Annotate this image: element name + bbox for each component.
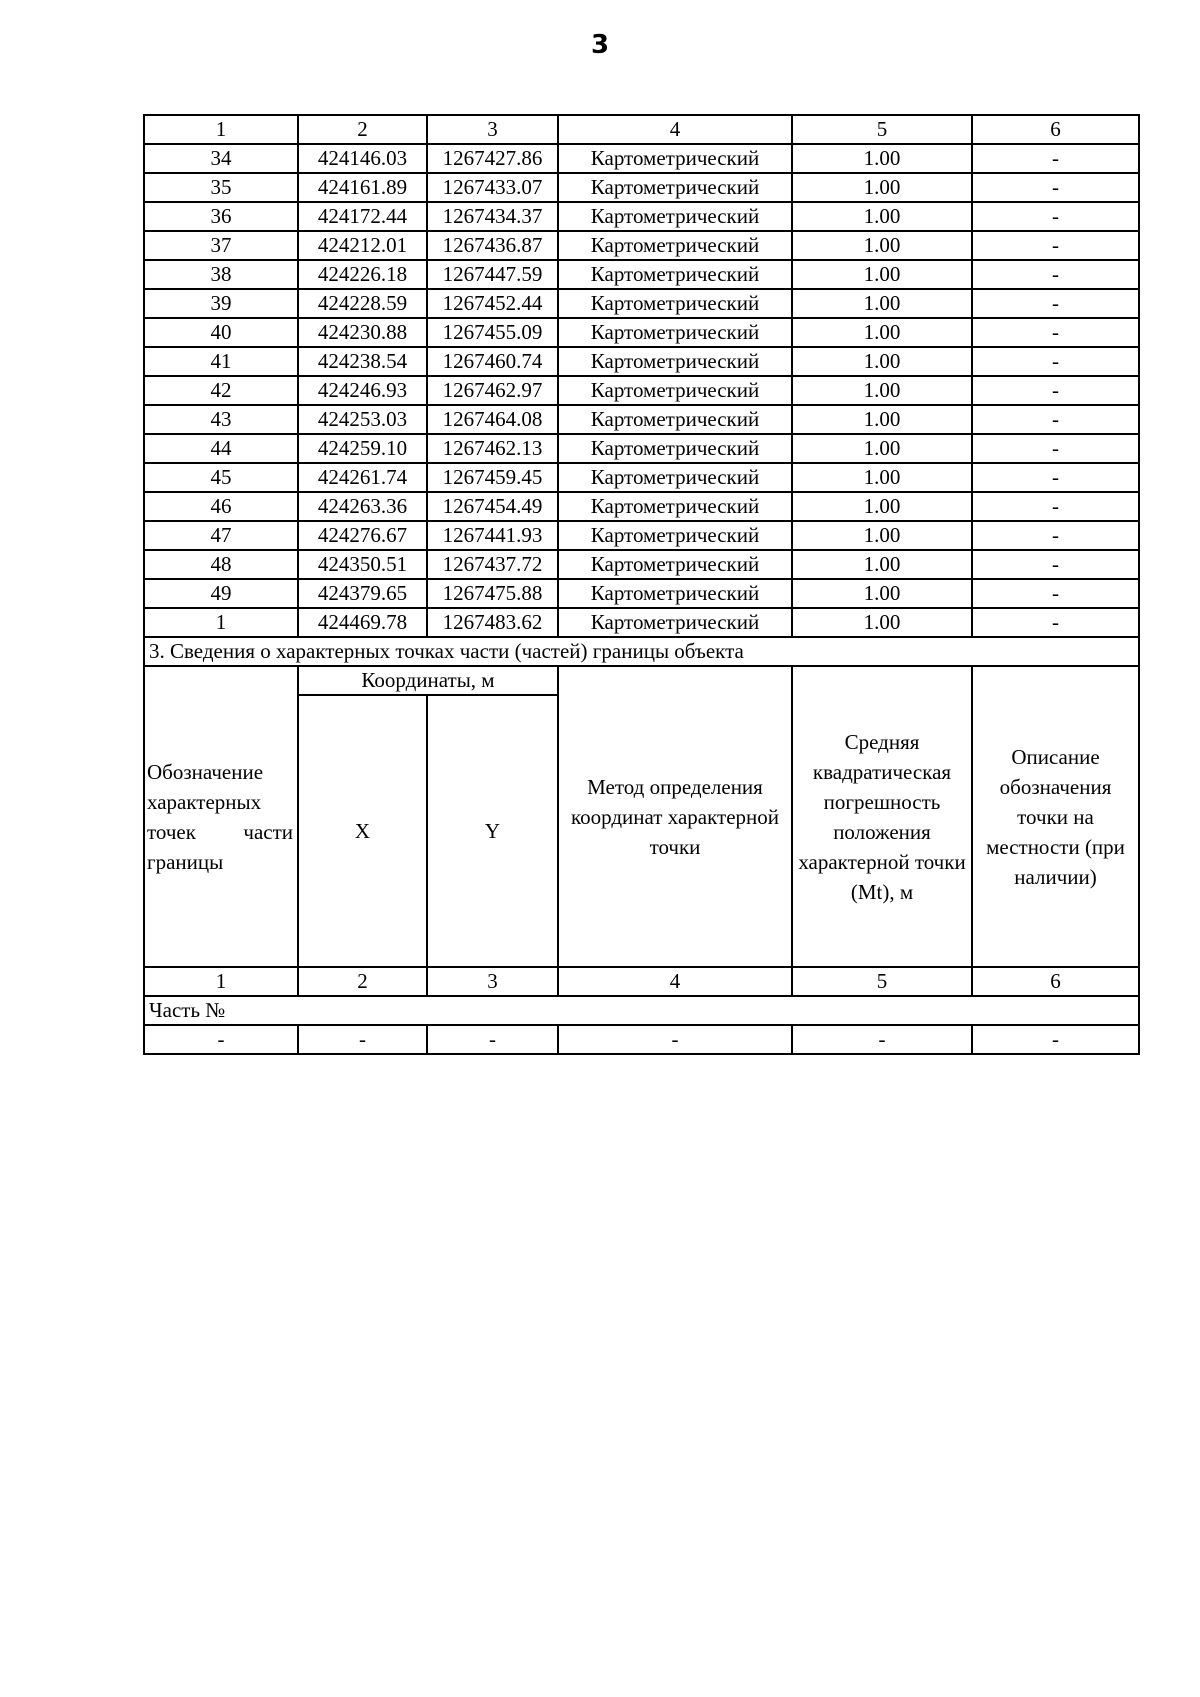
point-number-cell: 35 [144, 173, 298, 202]
y-header: Y [427, 695, 558, 967]
x-coordinate-cell: 424238.54 [298, 347, 427, 376]
method-cell: Картометрический [558, 376, 792, 405]
point-number-cell: 47 [144, 521, 298, 550]
col-number-cell: 3 [427, 115, 558, 144]
page-number: 3 [590, 30, 610, 60]
point-number-cell: 38 [144, 260, 298, 289]
section-title-row [144, 637, 1139, 666]
table-row [144, 202, 1139, 231]
y-coordinate-cell: 1267459.45 [427, 463, 558, 492]
mt-cell: 1.00 [792, 521, 972, 550]
description-cell: - [972, 434, 1139, 463]
x-coordinate-cell: 424253.03 [298, 405, 427, 434]
top-table-body [144, 115, 1139, 637]
col-number-cell: 2 [298, 967, 427, 996]
column-number-row [144, 967, 1139, 996]
description-cell: - [972, 608, 1139, 637]
coordinates-table [143, 114, 1140, 1055]
col-number-cell: 4 [558, 115, 792, 144]
table-row [144, 608, 1139, 637]
coordinates-header: Координаты, м [298, 666, 558, 695]
point-number-cell: 34 [144, 144, 298, 173]
y-coordinate-cell: 1267462.97 [427, 376, 558, 405]
part-label: Часть № [144, 996, 1139, 1025]
table-row [144, 550, 1139, 579]
point-number-cell: 46 [144, 492, 298, 521]
table-row [144, 521, 1139, 550]
section-title: 3. Сведения о характерных точках части (частей) границы объекта [144, 637, 1139, 666]
mt-cell: 1.00 [792, 202, 972, 231]
mt-cell: 1.00 [792, 579, 972, 608]
col-number-cell: 3 [427, 967, 558, 996]
empty-cell: - [144, 1025, 298, 1054]
mt-cell: 1.00 [792, 231, 972, 260]
table-row [144, 376, 1139, 405]
table-row [144, 144, 1139, 173]
point-number-cell: 43 [144, 405, 298, 434]
method-cell: Картометрический [558, 405, 792, 434]
col-number-cell: 2 [298, 115, 427, 144]
column-number-row [144, 115, 1139, 144]
y-coordinate-cell: 1267436.87 [427, 231, 558, 260]
x-coordinate-cell: 424212.01 [298, 231, 427, 260]
mt-cell: 1.00 [792, 347, 972, 376]
description-cell: - [972, 550, 1139, 579]
y-coordinate-cell: 1267462.13 [427, 434, 558, 463]
empty-cell: - [558, 1025, 792, 1054]
y-coordinate-cell: 1267475.88 [427, 579, 558, 608]
method-cell: Картометрический [558, 492, 792, 521]
point-number-cell: 44 [144, 434, 298, 463]
col-number-cell: 1 [144, 115, 298, 144]
description-cell: - [972, 144, 1139, 173]
mt-cell: 1.00 [792, 463, 972, 492]
empty-cell: - [972, 1025, 1139, 1054]
designation-header: Обозначение характерных точек части границы [144, 666, 298, 967]
method-cell: Картометрический [558, 434, 792, 463]
x-coordinate-cell: 424261.74 [298, 463, 427, 492]
y-coordinate-cell: 1267464.08 [427, 405, 558, 434]
description-cell: - [972, 376, 1139, 405]
description-cell: - [972, 492, 1139, 521]
point-number-cell: 36 [144, 202, 298, 231]
point-number-cell: 42 [144, 376, 298, 405]
description-cell: - [972, 318, 1139, 347]
mt-cell: 1.00 [792, 608, 972, 637]
col-number-cell: 4 [558, 967, 792, 996]
method-cell: Картометрический [558, 463, 792, 492]
x-coordinate-cell: 424379.65 [298, 579, 427, 608]
point-number-cell: 37 [144, 231, 298, 260]
col-number-cell: 6 [972, 967, 1139, 996]
description-cell: - [972, 173, 1139, 202]
table-row [144, 289, 1139, 318]
mt-header: Средняя квадратическая погрешность положения характерной точки (Mt), м [792, 666, 972, 967]
table-row [144, 463, 1139, 492]
point-number-cell: 39 [144, 289, 298, 318]
method-cell: Картометрический [558, 260, 792, 289]
table-row [144, 347, 1139, 376]
description-cell: - [972, 202, 1139, 231]
part-label-row [144, 996, 1139, 1025]
point-number-cell: 41 [144, 347, 298, 376]
y-coordinate-cell: 1267434.37 [427, 202, 558, 231]
y-coordinate-cell: 1267433.07 [427, 173, 558, 202]
table-row [144, 173, 1139, 202]
section3-body [144, 637, 1139, 1054]
y-coordinate-cell: 1267447.59 [427, 260, 558, 289]
point-number-cell: 45 [144, 463, 298, 492]
x-coordinate-cell: 424226.18 [298, 260, 427, 289]
method-cell: Картометрический [558, 289, 792, 318]
description-header: Описание обозначения точки на местности (при наличии) [972, 666, 1139, 967]
description-cell: - [972, 260, 1139, 289]
table-row [144, 318, 1139, 347]
y-coordinate-cell: 1267454.49 [427, 492, 558, 521]
x-coordinate-cell: 424259.10 [298, 434, 427, 463]
method-cell: Картометрический [558, 347, 792, 376]
point-number-cell: 49 [144, 579, 298, 608]
col-number-cell: 1 [144, 967, 298, 996]
x-coordinate-cell: 424172.44 [298, 202, 427, 231]
x-coordinate-cell: 424276.67 [298, 521, 427, 550]
method-cell: Картометрический [558, 579, 792, 608]
col-number-cell: 5 [792, 115, 972, 144]
y-coordinate-cell: 1267437.72 [427, 550, 558, 579]
x-coordinate-cell: 424146.03 [298, 144, 427, 173]
method-cell: Картометрический [558, 202, 792, 231]
method-cell: Картометрический [558, 521, 792, 550]
mt-cell: 1.00 [792, 405, 972, 434]
table-row [144, 492, 1139, 521]
mt-cell: 1.00 [792, 550, 972, 579]
point-number-cell: 40 [144, 318, 298, 347]
description-cell: - [972, 231, 1139, 260]
y-coordinate-cell: 1267460.74 [427, 347, 558, 376]
description-cell: - [972, 579, 1139, 608]
description-cell: - [972, 289, 1139, 318]
mt-cell: 1.00 [792, 492, 972, 521]
x-coordinate-cell: 424350.51 [298, 550, 427, 579]
x-header: X [298, 695, 427, 967]
mt-cell: 1.00 [792, 289, 972, 318]
col-number-cell: 5 [792, 967, 972, 996]
mt-cell: 1.00 [792, 434, 972, 463]
mt-cell: 1.00 [792, 260, 972, 289]
x-coordinate-cell: 424469.78 [298, 608, 427, 637]
table-row [144, 231, 1139, 260]
x-coordinate-cell: 424246.93 [298, 376, 427, 405]
description-cell: - [972, 463, 1139, 492]
table-row [144, 260, 1139, 289]
col-number-cell: 6 [972, 115, 1139, 144]
empty-cell: - [427, 1025, 558, 1054]
empty-data-row [144, 1025, 1139, 1054]
empty-cell: - [298, 1025, 427, 1054]
description-cell: - [972, 347, 1139, 376]
method-cell: Картометрический [558, 608, 792, 637]
y-coordinate-cell: 1267427.86 [427, 144, 558, 173]
y-coordinate-cell: 1267452.44 [427, 289, 558, 318]
table-row [144, 579, 1139, 608]
point-number-cell: 1 [144, 608, 298, 637]
point-number-cell: 48 [144, 550, 298, 579]
empty-cell: - [792, 1025, 972, 1054]
header-row-1 [144, 666, 1139, 695]
mt-cell: 1.00 [792, 376, 972, 405]
y-coordinate-cell: 1267455.09 [427, 318, 558, 347]
table-row [144, 405, 1139, 434]
x-coordinate-cell: 424230.88 [298, 318, 427, 347]
description-cell: - [972, 405, 1139, 434]
method-cell: Картометрический [558, 144, 792, 173]
method-cell: Картометрический [558, 173, 792, 202]
method-cell: Картометрический [558, 318, 792, 347]
method-cell: Картометрический [558, 550, 792, 579]
mt-cell: 1.00 [792, 318, 972, 347]
x-coordinate-cell: 424161.89 [298, 173, 427, 202]
mt-cell: 1.00 [792, 173, 972, 202]
y-coordinate-cell: 1267441.93 [427, 521, 558, 550]
x-coordinate-cell: 424263.36 [298, 492, 427, 521]
description-cell: - [972, 521, 1139, 550]
y-coordinate-cell: 1267483.62 [427, 608, 558, 637]
x-coordinate-cell: 424228.59 [298, 289, 427, 318]
method-header: Метод определения координат характерной точки [558, 666, 792, 967]
method-cell: Картометрический [558, 231, 792, 260]
mt-cell: 1.00 [792, 144, 972, 173]
table-row [144, 434, 1139, 463]
